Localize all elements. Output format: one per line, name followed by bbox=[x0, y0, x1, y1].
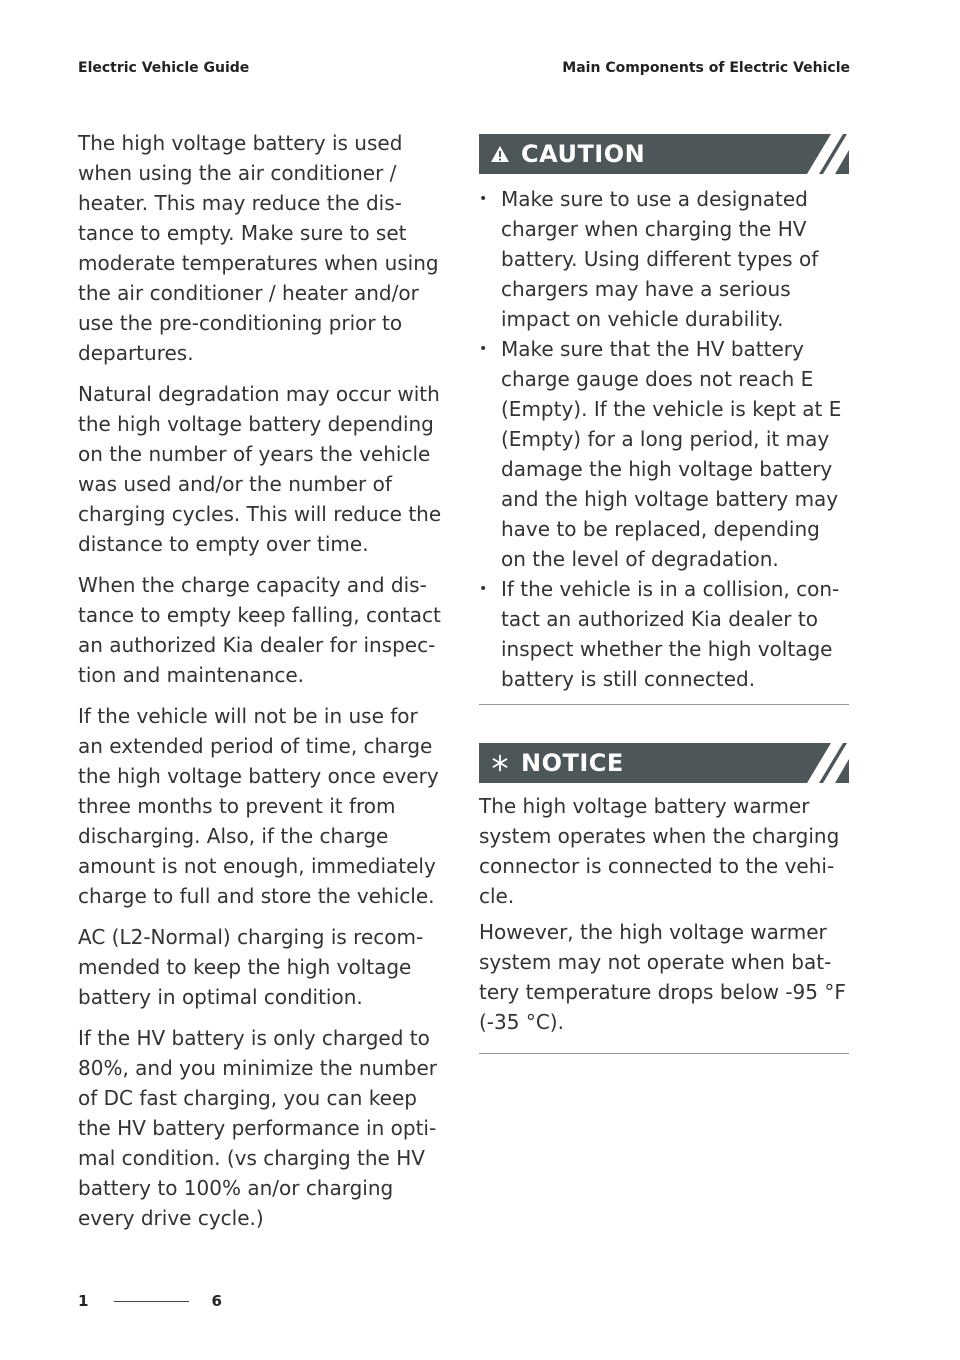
page-number: 6 bbox=[211, 1292, 222, 1310]
notice-divider bbox=[479, 1053, 849, 1054]
notice-title: NOTICE bbox=[521, 749, 624, 777]
body-paragraph: Natural degradation may occur with the high voltage battery depending on the number of years the vehicle was used and/or the number of charging cycles. This will reduce the distance to empty over time. bbox=[78, 382, 442, 556]
warning-triangle-icon bbox=[489, 143, 511, 165]
body-paragraph: When the charge capacity and dis-tance to empty keep falling, contact an authorized Kia dealer for inspec-tion and maintenance. bbox=[78, 573, 441, 687]
asterisk-icon bbox=[489, 752, 511, 774]
caution-list bbox=[479, 184, 849, 694]
footer-rule bbox=[114, 1301, 189, 1302]
page-footer bbox=[78, 1292, 222, 1310]
body-paragraph: AC (L2-Normal) charging is recom-mended to keep the high voltage battery in optimal condition. bbox=[78, 925, 424, 1009]
caution-divider bbox=[479, 704, 849, 705]
body-paragraph: If the vehicle will not be in use for an extended period of time, charge the high voltage battery once every three months to prevent it from discharging. Also, if the charge amount is not enough, immediately charge to full and store the vehicle. bbox=[78, 704, 439, 908]
chapter-number: 1 bbox=[78, 1292, 89, 1310]
running-header-right: Main Components of Electric Vehicle bbox=[562, 60, 850, 76]
body-paragraph: If the HV battery is only charged to 80%, and you minimize the number of DC fast charging, you can keep the HV battery performance in opti-mal condition. (vs charging the HV battery to 100% an/or charging every drive cycle.) bbox=[78, 1026, 437, 1230]
left-column bbox=[78, 128, 448, 1244]
list-item: • Make sure to use a designated charger when charging the HV battery. Using different types of chargers may have a serious impact on vehicle durability. bbox=[479, 184, 849, 334]
notice-paragraph: The high voltage battery warmer system operates when the charging connector is connected to the vehi-cle. bbox=[479, 794, 840, 908]
caution-title: CAUTION bbox=[521, 140, 646, 168]
notice-paragraph: However, the high voltage warmer system may not operate when bat-tery temperature drops below -95 °F (-35 °C). bbox=[479, 920, 846, 1034]
body-paragraph: The high voltage battery is used when using the air conditioner / heater. This may reduce the dis-tance to empty. Make sure to set moderate temperatures when using the air conditioner / heater and/or use the pre-conditioning prior to departures. bbox=[78, 131, 439, 365]
notice-banner bbox=[479, 743, 849, 783]
running-header-left: Electric Vehicle Guide bbox=[78, 60, 250, 76]
list-item: • Make sure that the HV battery charge gauge does not reach E (Empty). If the vehicle is kept at E (Empty) for a long period, it may damage the high voltage battery and the high voltage battery may have to be replaced, depending on the level of degradation. bbox=[479, 334, 849, 574]
notice-section bbox=[479, 743, 849, 1054]
list-item: • If the vehicle is in a collision, con-tact an authorized Kia dealer to inspect whether the high voltage battery is still connected. bbox=[479, 574, 849, 694]
caution-banner bbox=[479, 134, 849, 174]
notice-body bbox=[479, 791, 849, 1037]
right-column bbox=[479, 134, 849, 1054]
banner-slashes-decoration bbox=[789, 134, 849, 174]
banner-slashes-decoration bbox=[789, 743, 849, 783]
